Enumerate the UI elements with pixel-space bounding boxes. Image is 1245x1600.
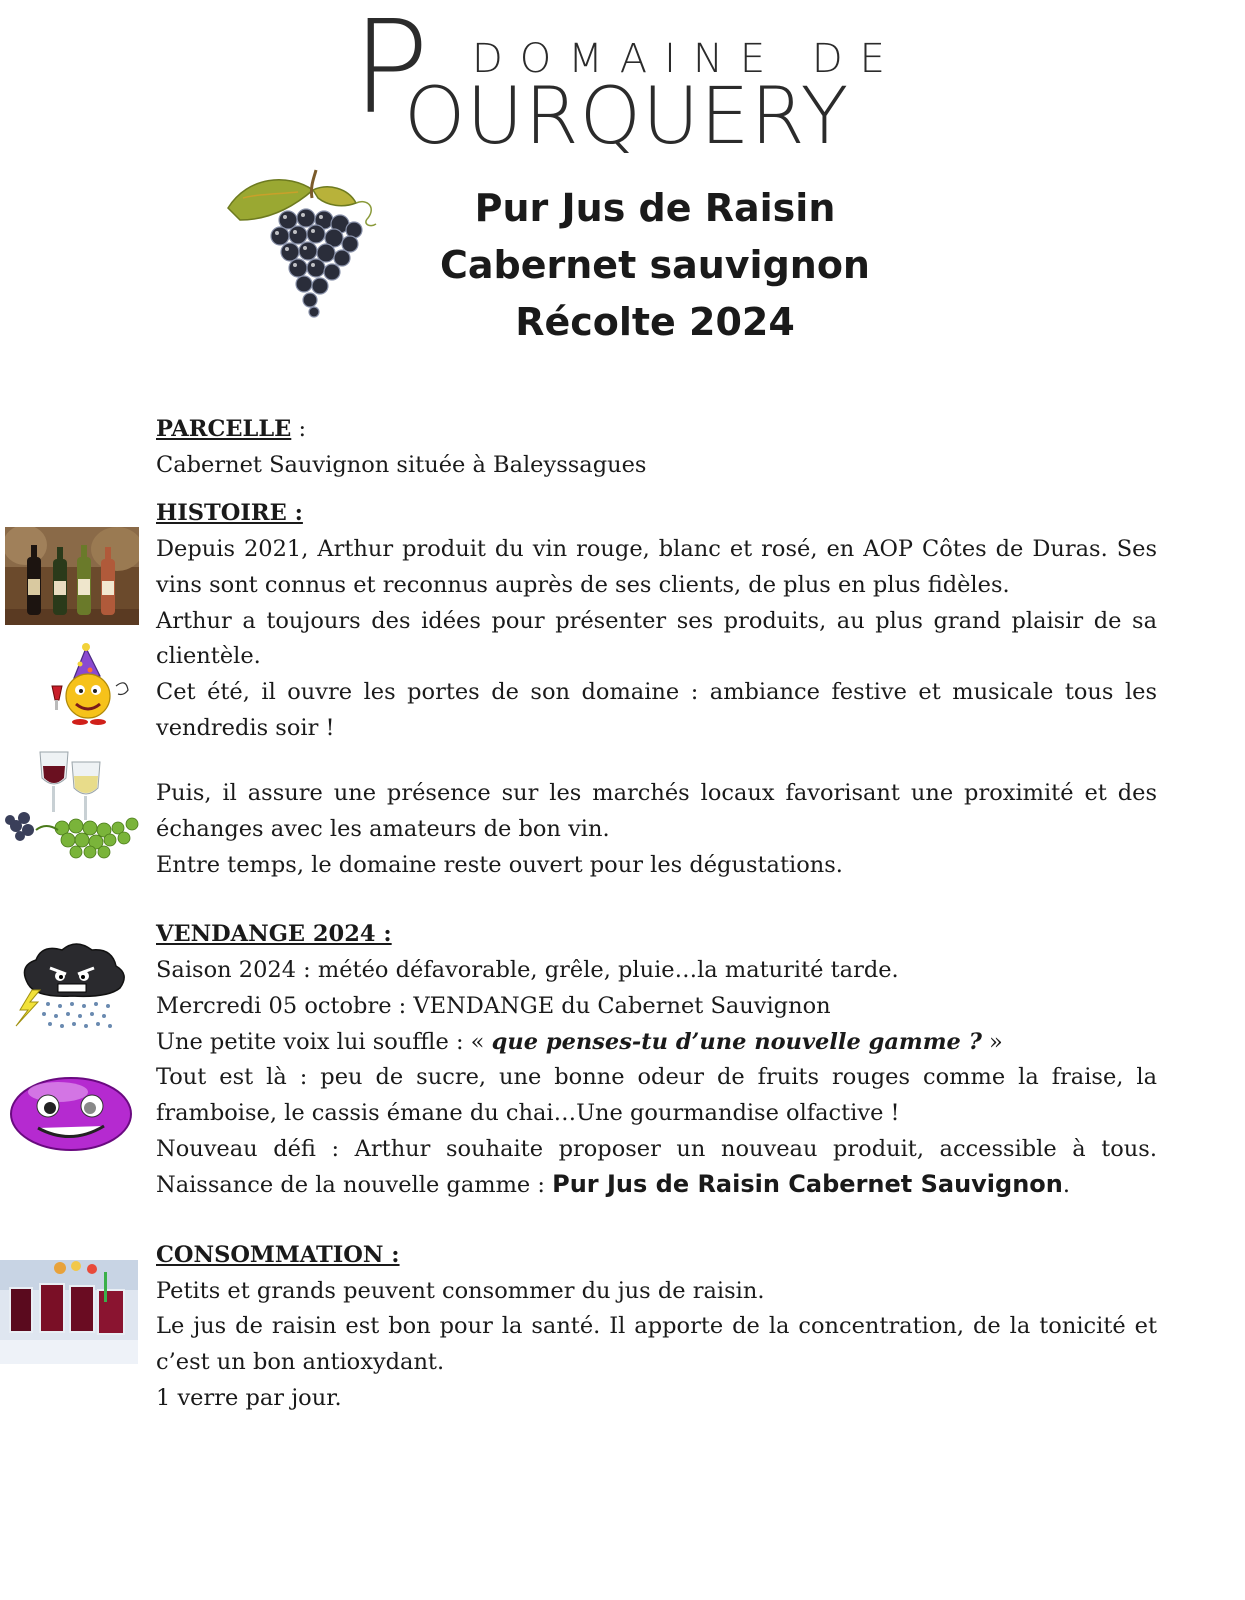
vendange-line-3-prefix: Une petite voix lui souffle : « [156,1028,492,1055]
histoire-paragraph-1: Depuis 2021, Arthur produit du vin rouge, blanc et rosé, en AOP Côtes de Duras. Ses vins sont connus et reconnus auprès de ses clients, de plus en plus fidèles. [156,536,1157,598]
vendange-line-1: Saison 2024 : météo défavorable, grêle, pluie…la maturité tarde. [156,957,899,984]
domaine-logo [352,0,962,162]
consommation-line-3: 1 verre par jour. [156,1384,342,1411]
purple-smiley-icon [8,1072,134,1152]
vendange-line-3-suffix: » [981,1028,1003,1055]
vendange-line-5 [156,1132,1157,1204]
vendange-line-2: Mercredi 05 octobre : VENDANGE du Cabernet Sauvignon [156,992,831,1019]
histoire-paragraph-5: Entre temps, le domaine reste ouvert pour les dégustations. [156,851,843,878]
wine-bottles-image [5,527,139,625]
heading-vendange: VENDANGE 2024 : [156,921,392,948]
vendange-line-3 [156,1025,1157,1061]
logo-letter-p: P [352,0,430,143]
storm-cloud-icon [12,940,130,1030]
histoire-paragraph-3: Cet été, il ouvre les portes de son domaine : ambiance festive et musicale tous les vendredis soir ! [156,678,1157,741]
histoire-paragraph-2: Arthur a toujours des idées pour présenter ses produits, au plus grand plaisir de sa clientèle. [156,607,1157,670]
document-body [156,412,1157,1417]
parcelle-text: Cabernet Sauvignon située à Baleyssagues [156,451,647,478]
heading-consommation: CONSOMMATION : [156,1242,400,1269]
vendange-line-4: Tout est là : peu de sucre, une bonne odeur de fruits rouges comme la fraise, la framboise, le cassis émane du chai…Une gourmandise olfactive ! [156,1064,1157,1126]
title-line-2: Cabernet sauvignon [440,243,870,287]
product-name-inline: Pur Jus de Raisin Cabernet Sauvignon [552,1170,1063,1199]
product-title [410,180,900,351]
heading-parcelle-colon: : [291,416,307,442]
wine-glasses-grapes-image [2,748,150,860]
vendange-line-5-period: . [1062,1172,1071,1199]
party-character-icon [44,642,138,726]
grape-bunch-icon [218,168,383,318]
vendange-quote: que penses-tu d’une nouvelle gamme ? [491,1028,982,1055]
consommation-line-2: Le jus de raisin est bon pour la santé. Il apporte de la concentration, de la tonicité et c’est un bon antioxydant. [156,1313,1157,1376]
section-vendange [156,917,1157,1204]
vendange-line-5-text: Nouveau défi : Arthur souhaite proposer un nouveau produit, accessible à tous. Naissance de la nouvelle gamme : [156,1135,1157,1199]
consommation-line-1: Petits et grands peuvent consommer du jus de raisin. [156,1277,765,1304]
juice-glasses-image [0,1260,138,1364]
section-histoire [156,496,1157,883]
title-line-3: Récolte 2024 [515,300,795,344]
heading-parcelle: PARCELLE [156,416,292,442]
logo-line-ourquery: OURQUERY [404,72,850,162]
section-parcelle [156,412,1157,483]
section-consommation [156,1238,1157,1417]
title-line-1: Pur Jus de Raisin [474,186,836,230]
histoire-paragraph-4: Puis, il assure une présence sur les marchés locaux favorisant une proximité et des échanges avec les amateurs de bon vin. [156,780,1157,843]
heading-histoire: HISTOIRE : [156,500,303,527]
logo-line-domaine-de: DOMAINE DE [472,36,902,82]
